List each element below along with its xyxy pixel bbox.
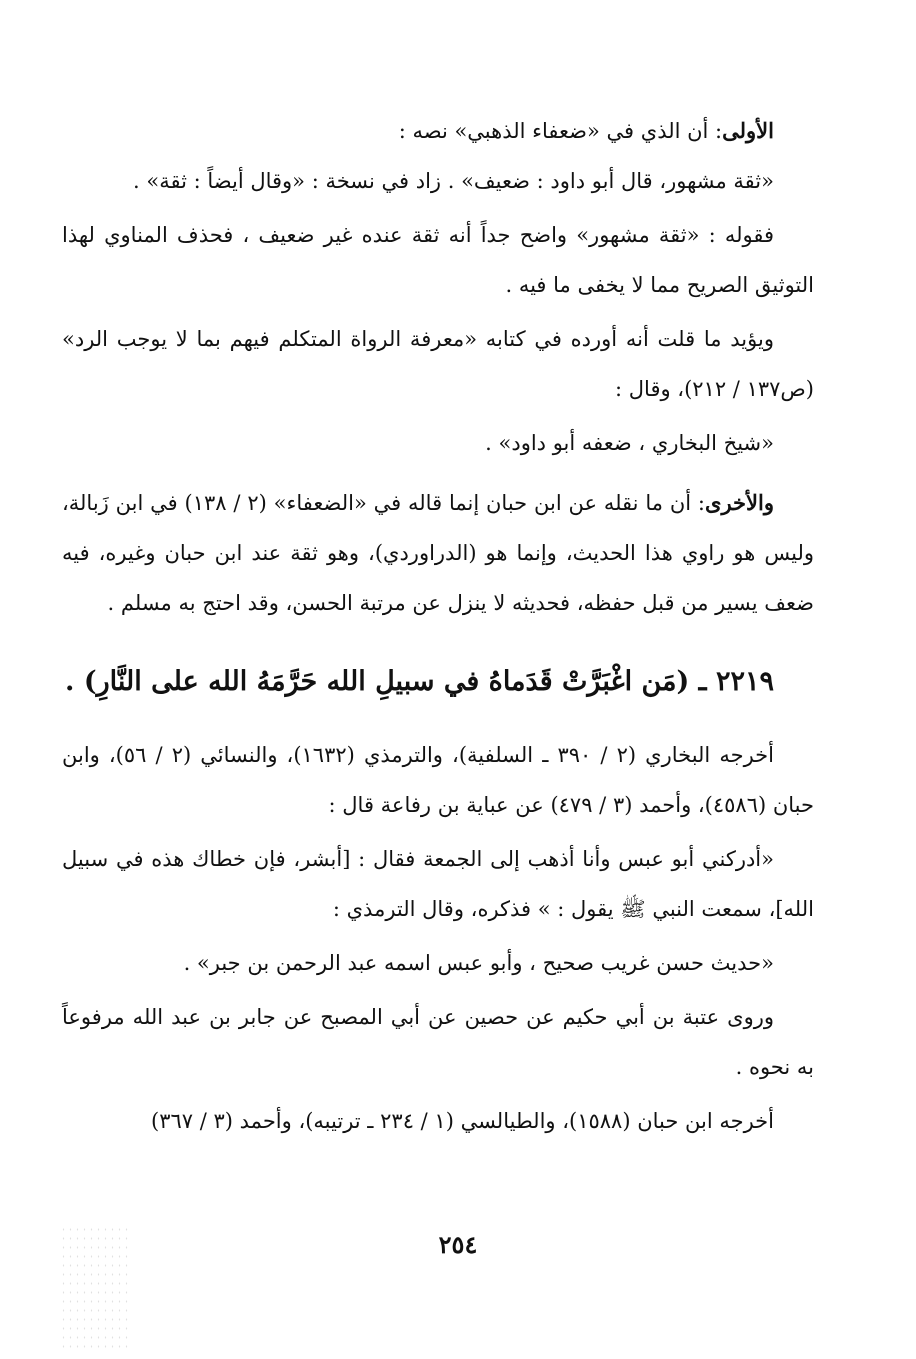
paragraph-takhrij: أخرجه البخاري (٢ / ٣٩٠ ـ السلفية)، والترمذي (١٦٣٢)، والنسائي (٢ / ٥٦)، وابن حبان (٤٥٨٦)، وأحمد (٣ / ٤٧٩) عن عباية بن رفاعة قال : (62, 743, 814, 817)
hadith-heading: ٢٢١٩ ـ (مَن اغْبَرَّتْ قَدَماهُ في سبيلِ الله حَرَّمَهُ الله على النَّارِ) . (65, 666, 774, 697)
paragraph-second-point (62, 478, 814, 628)
paragraph-narration: «أدركني أبو عبس وأنا أذهب إلى الجمعة فقال : [أبشر، فإن خطاك هذه في سبيل الله]، سمعت النبي ﷺ يقول : » فذكره، وقال الترمذي : (62, 847, 814, 921)
paragraph-takhrij-2: أخرجه ابن حبان (١٥٨٨)، والطيالسي (١ / ٢٣٤ ـ ترتيبه)، وأحمد (٣ / ٣٦٧) (151, 1109, 774, 1133)
paragraph-analysis: فقوله : «ثقة مشهور» واضح جداً أنه ثقة عنده غير ضعيف ، فحذف المناوي لهذا التوثيق الصريح مما لا يخفى ما فيه . (62, 223, 814, 297)
paragraph-dhahabi-quote: «ثقة مشهور، قال أبو داود : ضعيف» . زاد في نسخة : «وقال أيضاً : ثقة» . (133, 169, 774, 193)
paragraph-support: ويؤيد ما قلت أنه أورده في كتابه «معرفة الرواة المتكلم فيهم بما لا يوجب الرد» (ص١٣٧ / ٢١٢)، وقال : (62, 327, 814, 401)
paragraph-first-point (62, 106, 814, 156)
paragraph-text: : أن ما نقله عن ابن حبان إنما قاله في «الضعفاء» (٢ / ١٣٨) في ابن زَبالة، وليس هو راوي هذا الحديث، وإنما هو (الدراوردي)، وهو ثقة عند ابن حبان وغيره، فيه ضعف يسير من قبل حفظه، فحديثه لا ينزل عن مرتبة الحسن، وقد احتج به مسلم . (62, 491, 814, 615)
paragraph-text: : أن الذي في «ضعفاء الذهبي» نصه : (398, 119, 723, 143)
lead-word-first: الأولى (722, 118, 774, 143)
paragraph-tirmidhi-quote: «حديث حسن غريب صحيح ، وأبو عبس اسمه عبد الرحمن بن جبر» . (183, 951, 774, 975)
scan-noise-decoration (60, 1225, 130, 1350)
lead-word-second: والأخرى (705, 490, 774, 515)
paragraph-bukhari-quote: «شيخ البخاري ، ضعفه أبو داود» . (485, 431, 774, 455)
paragraph-jabir-route: وروى عتبة بن أبي حكيم عن حصين عن أبي المصبح عن جابر بن عبد الله مرفوعاً به نحوه . (62, 1005, 814, 1079)
page-number: ٢٥٤ (438, 1230, 478, 1259)
page-body (62, 106, 814, 1150)
